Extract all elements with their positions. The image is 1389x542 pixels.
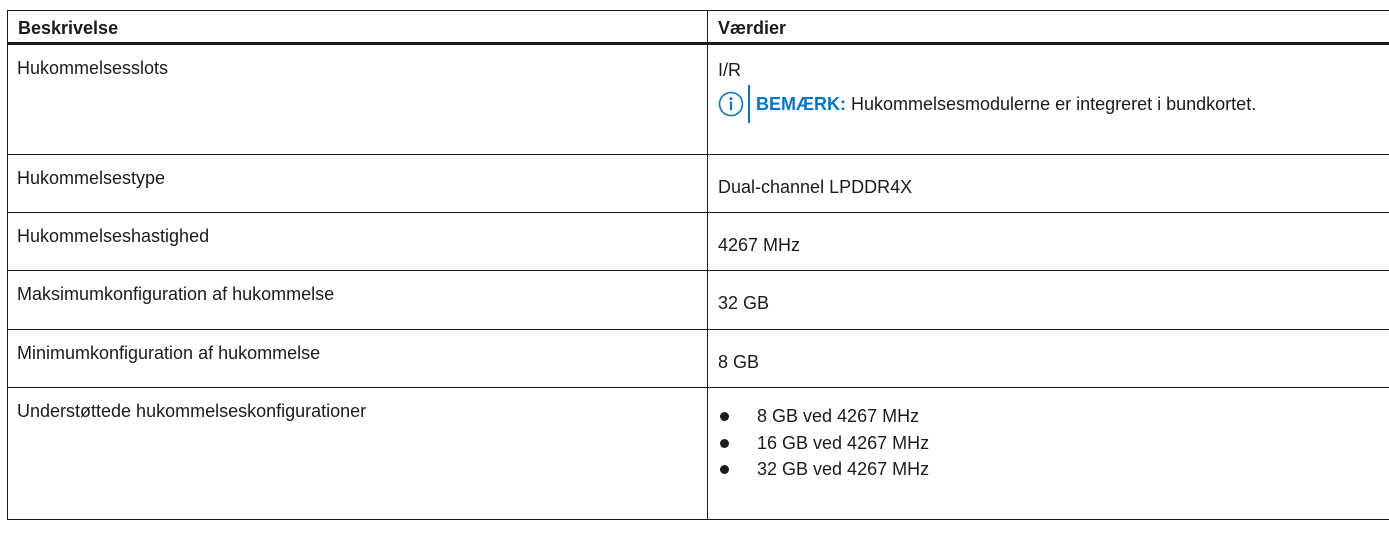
row-value-cell <box>708 388 1389 520</box>
row-label: Minimumkonfiguration af hukommelse <box>8 330 708 388</box>
row-value-cell <box>708 44 1389 155</box>
row-value: 4267 MHz <box>708 213 1389 271</box>
table-row <box>8 44 1389 155</box>
info-circle-icon <box>718 91 744 117</box>
table-row <box>8 213 1389 271</box>
list-item-text: 32 GB ved 4267 MHz <box>757 459 930 479</box>
row-label: Maksimumkonfiguration af hukommelse <box>8 271 708 330</box>
note-text: Hukommelsesmodulerne er integreret i bundkortet. <box>846 94 1257 114</box>
header-values: Værdier <box>708 11 1389 44</box>
memory-spec-table <box>7 10 1389 520</box>
table-row <box>8 271 1389 330</box>
row-value: Dual-channel LPDDR4X <box>708 155 1389 213</box>
list-item-text: 8 GB ved 4267 MHz <box>757 406 920 426</box>
list-item-text: 16 GB ved 4267 MHz <box>757 432 930 453</box>
table-row <box>8 155 1389 213</box>
note-box <box>718 85 1389 123</box>
row-value: 8 GB <box>708 330 1389 388</box>
bullet-icon <box>720 439 729 448</box>
bullet-icon <box>720 412 729 421</box>
table-row <box>8 388 1389 520</box>
table-row <box>8 330 1389 388</box>
config-list <box>718 403 1389 483</box>
bullet-icon <box>720 465 729 474</box>
table-header-row <box>8 11 1389 44</box>
list-item <box>718 430 1389 457</box>
row-value: I/R <box>718 60 742 80</box>
list-item <box>718 456 1389 483</box>
row-label: Hukommelseshastighed <box>8 213 708 271</box>
list-item <box>718 403 1389 430</box>
header-description: Beskrivelse <box>8 11 708 44</box>
row-label: Hukommelsestype <box>8 155 708 213</box>
row-label: Hukommelsesslots <box>8 44 708 155</box>
note-label: BEMÆRK: <box>756 94 846 114</box>
note-body <box>748 85 1276 123</box>
row-label: Understøttede hukommelseskonfigurationer <box>8 388 708 520</box>
row-value: 32 GB <box>708 271 1389 330</box>
